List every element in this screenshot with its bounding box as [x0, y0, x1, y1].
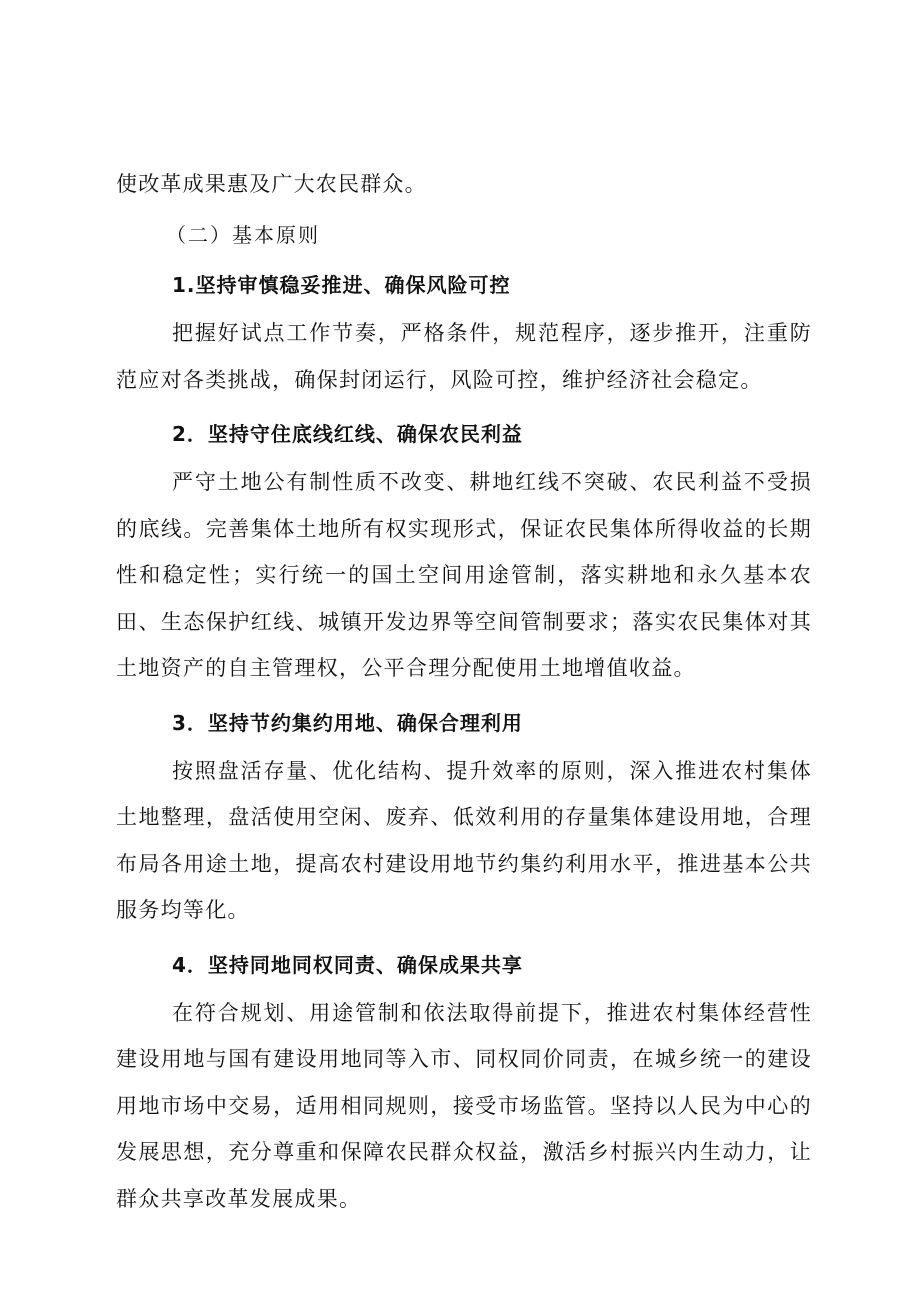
opening-line: 使改革成果惠及广大农民群众。: [116, 172, 427, 196]
principle-1-body: 把握好试点工作节奏，严格条件，规范程序，逐步推开，注重防范应对各类挑战，确保封闭运行，风险可控，维护经济社会稳定。: [116, 321, 812, 392]
principle-4-heading: 4．坚持同地同权同责、确保成果共享: [172, 952, 523, 977]
principle-1-heading: 1.坚持审慎稳妥推进、确保风险可控: [172, 273, 511, 297]
section-title: （二）基本原则: [166, 223, 320, 247]
principle-2-heading: 2．坚持守住底线红线、确保农民利益: [172, 422, 523, 446]
principle-2-body: 严守土地公有制性质不改变、耕地红线不突破、农民利益不受损的底线。完善集体土地所有权实现形式，保证农民集体所得收益的长期性和稳定性；实行统一的国土空间用途管制，落实耕地和永久基本农田、生态保护红线、城镇开发边界等空间管制要求；落实农民集体对其土地资产的自主管理权，公平合理分配使用土地增值收益。: [116, 470, 812, 680]
principle-3-body: 按照盘活存量、优化结构、提升效率的原则，深入推进农村集体土地整理，盘活使用空闲、废弃、低效利用的存量集体建设用地，合理布局各用途土地，提高农村建设用地节约集约利用水平，推进基本公共服务均等化。: [116, 758, 812, 922]
principle-4-body: 在符合规划、用途管制和依法取得前提下，推进农村集体经营性建设用地与国有建设用地同等入市、同权同价同责，在城乡统一的建设用地市场中交易，适用相同规则，接受市场监管。坚持以人民为中心的发展思想，充分尊重和保障农民群众权益，激活乡村振兴内生动力，让群众共享改革发展成果。: [116, 1000, 812, 1211]
document-body: [116, 160, 812, 1222]
principle-3-heading: 3．坚持节约集约用地、确保合理利用: [172, 710, 523, 735]
